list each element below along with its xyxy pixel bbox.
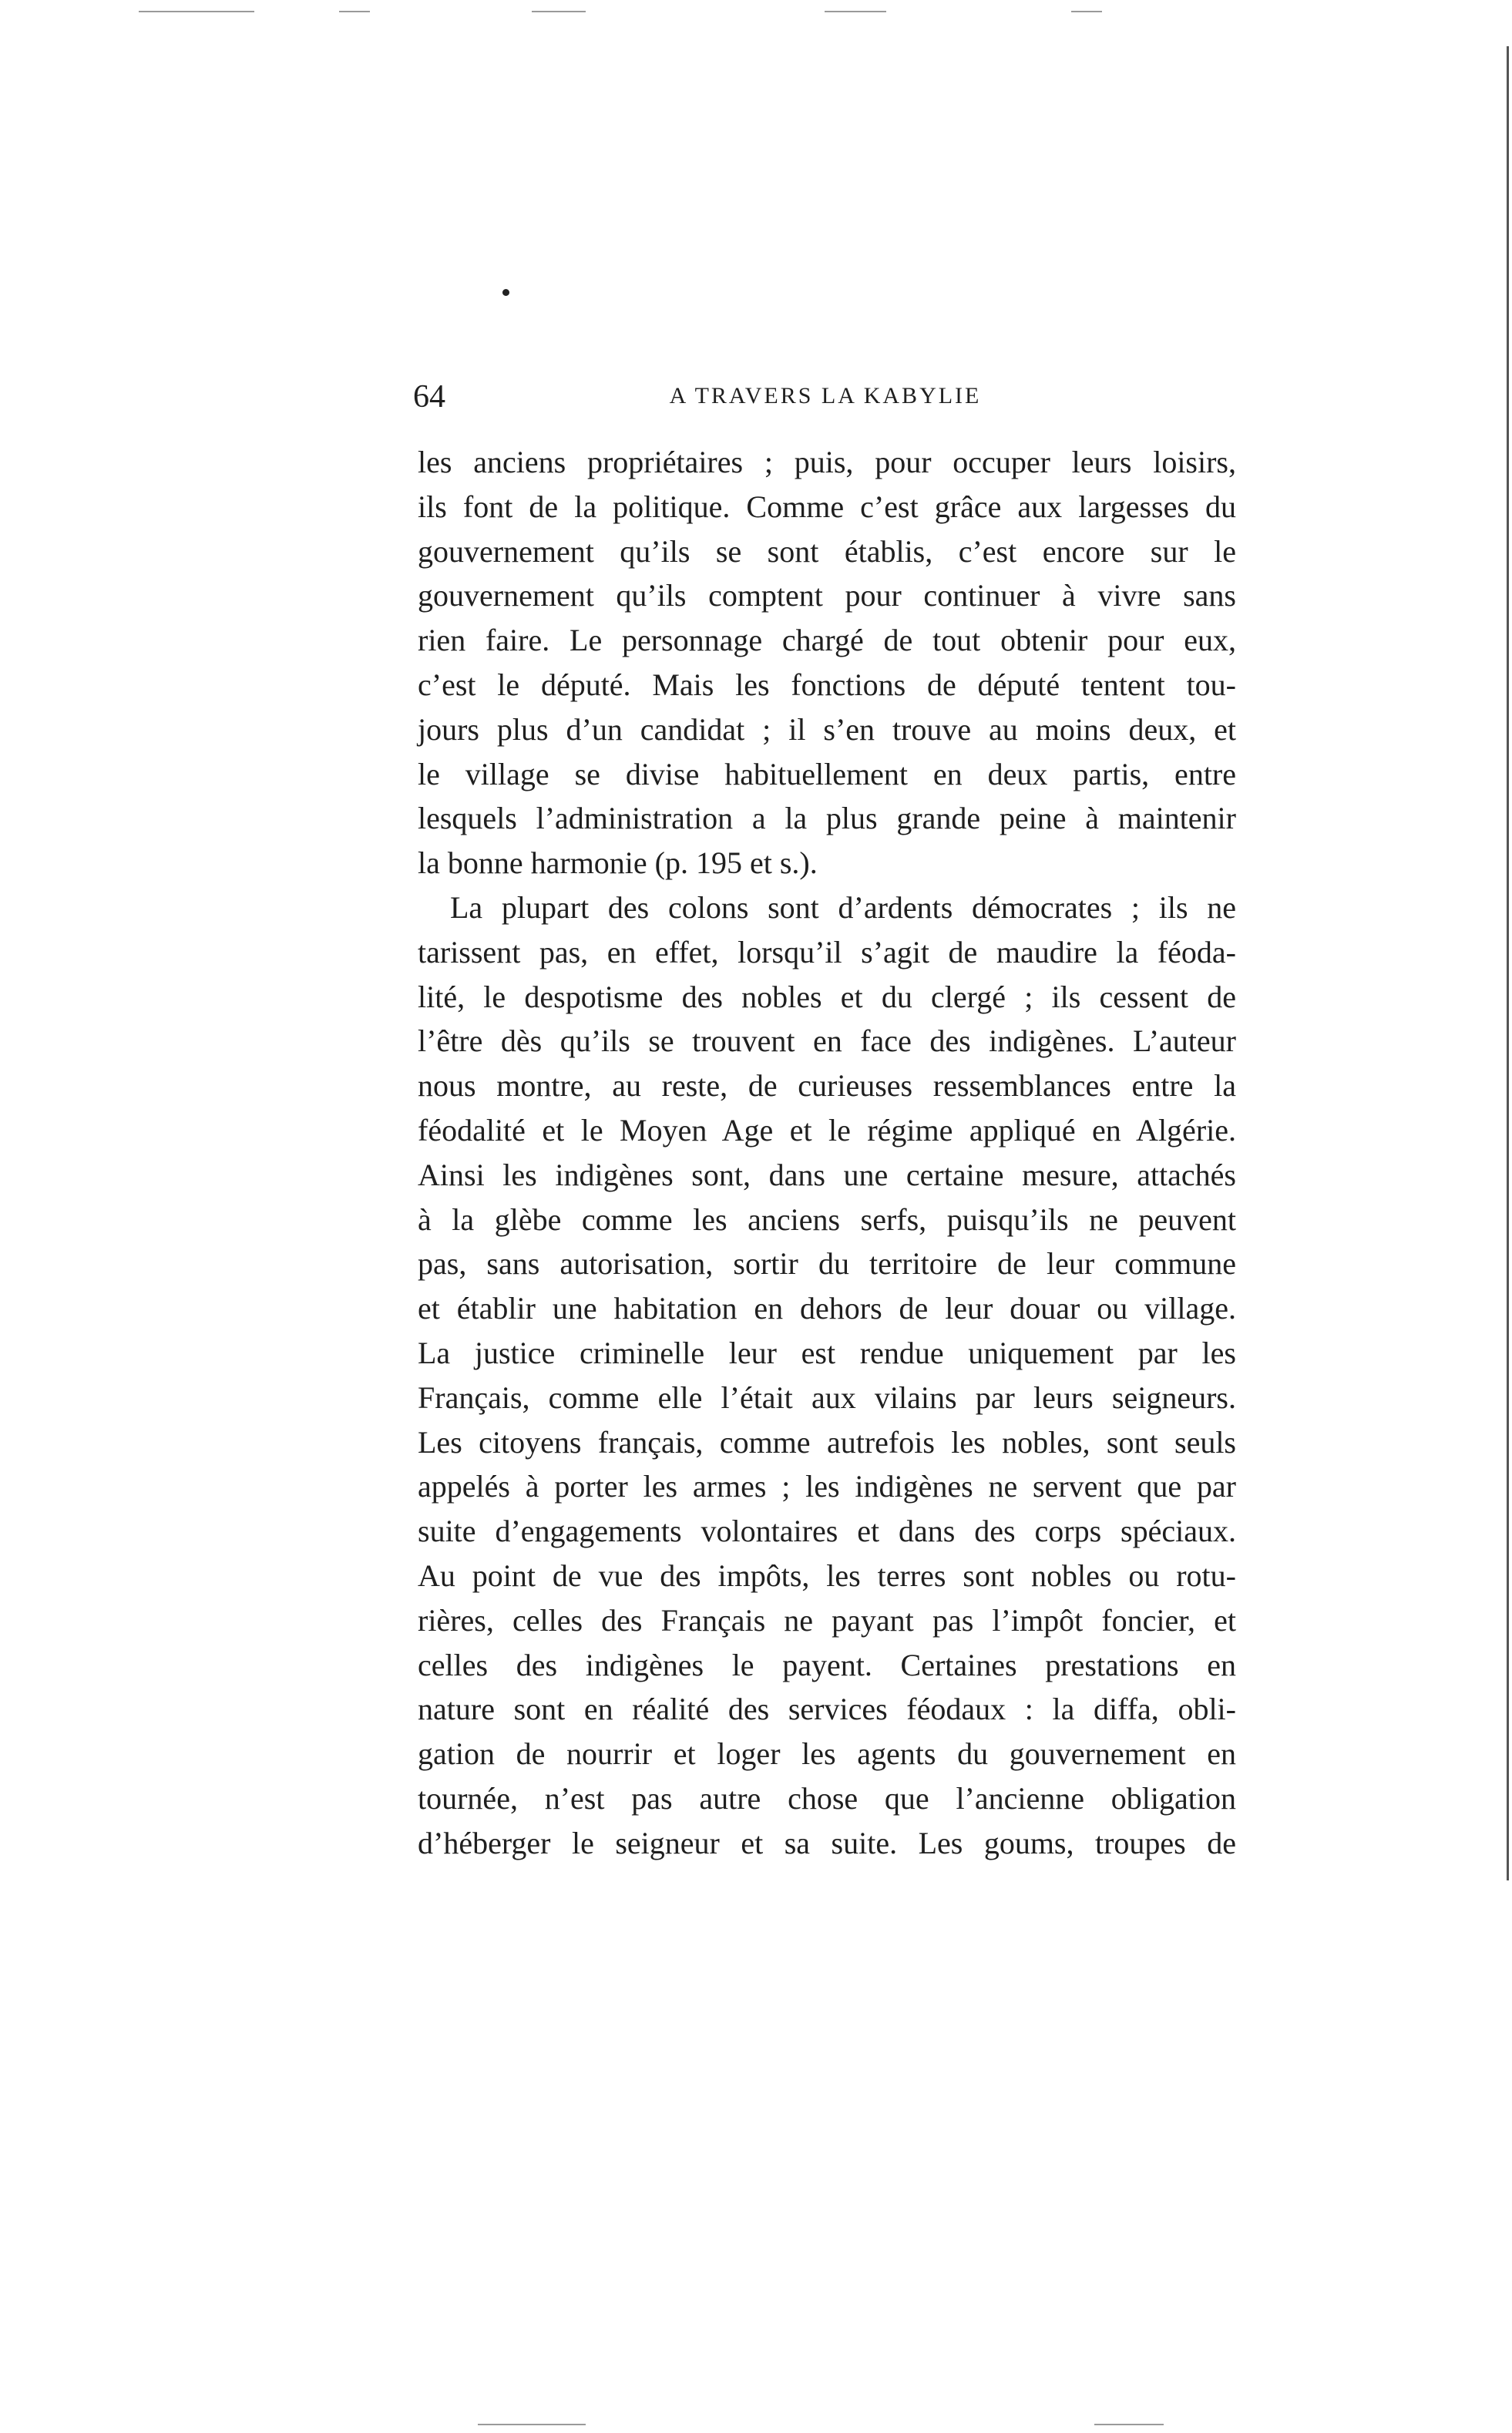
text-line: féodalité et le Moyen Age et le régime appliqué en Algérie. <box>418 1112 1236 1148</box>
text-line: suite d’engagements volontaires et dans des corps spéciaux. <box>418 1514 1236 1549</box>
text-line: lesquels l’administration a la plus grande peine à maintenir <box>418 801 1236 836</box>
text-line: rières, celles des Français ne payant pas l’impôt foncier, et <box>418 1602 1236 1638</box>
text-line: tournée, n’est pas autre chose que l’ancienne obligation <box>418 1780 1236 1816</box>
text-line: c’est le député. Mais les fonctions de député tentent tou- <box>418 667 1236 702</box>
text-line: celles des indigènes le payent. Certaines prestations en <box>418 1647 1236 1682</box>
text-line: lité, le despotisme des nobles et du clergé ; ils cessent de <box>418 979 1236 1014</box>
text-line: le village se divise habituellement en deux partis, entre <box>418 756 1236 791</box>
text-line: pas, sans autorisation, sortir du territoire de leur commune <box>418 1246 1236 1282</box>
body-text <box>418 440 1236 1866</box>
scan-bottom-edge <box>478 2424 586 2425</box>
scan-right-edge <box>1504 0 1512 2004</box>
text-line: rien faire. Le personnage chargé de tout obtenir pour eux, <box>418 623 1236 658</box>
running-title: A TRAVERS LA KABYLIE <box>669 383 982 408</box>
text-line: d’héberger le seigneur et sa suite. Les goums, troupes de <box>418 1825 1236 1860</box>
text-line: nature sont en réalité des services féodaux : la diffa, obli- <box>418 1692 1236 1727</box>
text-line: gation de nourrir et loger les agents du gouvernement en <box>418 1736 1236 1772</box>
page-header <box>413 378 1238 424</box>
scan-bottom-edge <box>1094 2424 1164 2425</box>
text-line: jours plus d’un candidat ; il s’en trouve au moins deux, et <box>418 711 1236 747</box>
text-line: la bonne harmonie (p. 195 et s.). <box>418 845 818 881</box>
text-line: La plupart des colons sont d’ardents démocrates ; ils ne <box>450 889 1236 925</box>
text-line: Ainsi les indigènes sont, dans une certaine mesure, attachés <box>418 1157 1236 1192</box>
text-line: l’être dès qu’ils se trouvent en face des indigènes. L’auteur <box>418 1023 1236 1059</box>
ink-speck <box>502 289 509 296</box>
text-line: ils font de la politique. Comme c’est grâce aux largesses du <box>418 489 1236 524</box>
text-line: les anciens propriétaires ; puis, pour occuper leurs loisirs, <box>418 445 1236 479</box>
scan-top-edge <box>0 0 1512 17</box>
text-line: nous montre, au reste, de curieuses ressemblances entre la <box>418 1068 1236 1104</box>
text-line: gouvernement qu’ils se sont établis, c’est encore sur le <box>418 533 1236 569</box>
text-line: gouvernement qu’ils comptent pour continuer à vivre sans <box>418 578 1236 613</box>
text-line: tarissent pas, en effet, lorsqu’il s’agit de maudire la féoda- <box>418 934 1236 970</box>
text-line: et établir une habitation en dehors de leur douar ou village. <box>418 1291 1236 1326</box>
text-line: appelés à porter les armes ; les indigènes ne servent que par <box>418 1469 1236 1504</box>
text-line: Les citoyens français, comme autrefois les nobles, sont seuls <box>418 1424 1236 1460</box>
text-line: La justice criminelle leur est rendue uniquement par les <box>418 1335 1236 1370</box>
text-line: Au point de vue des impôts, les terres sont nobles ou rotu- <box>418 1558 1236 1593</box>
text-line: à la glèbe comme les anciens serfs, puisqu’ils ne peuvent <box>418 1201 1236 1237</box>
page-number: 64 <box>413 379 445 415</box>
text-line: Français, comme elle l’était aux vilains par leurs seigneurs. <box>418 1379 1236 1415</box>
